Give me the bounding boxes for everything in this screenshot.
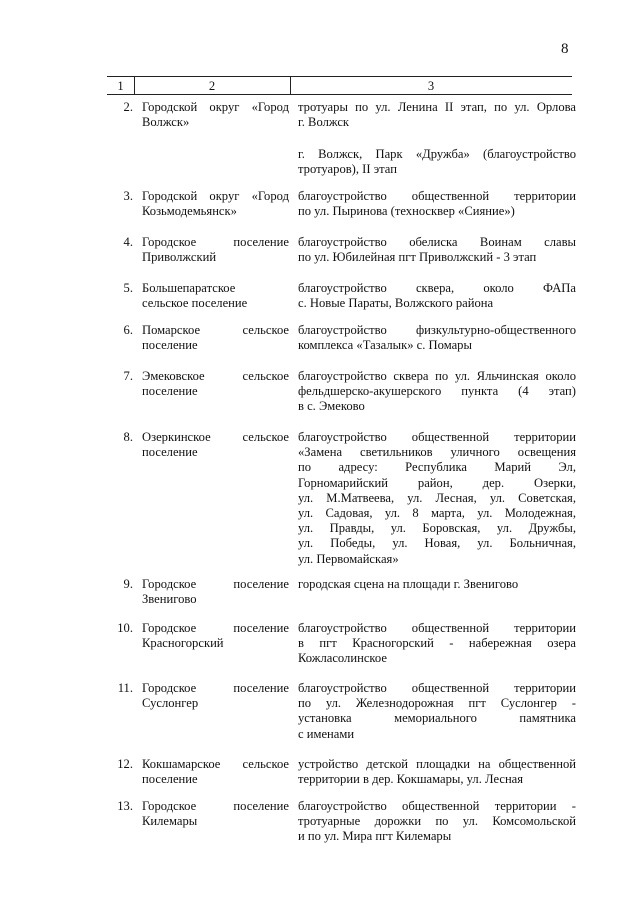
project-description-line: благоустройство обелиска Воинам славы bbox=[298, 235, 576, 249]
row-number: 12. bbox=[117, 757, 133, 771]
municipality-name bbox=[142, 189, 289, 219]
project-description bbox=[298, 757, 576, 787]
row-number: 6. bbox=[123, 323, 133, 337]
project-description-line: благоустройство общественной территории bbox=[298, 430, 576, 444]
municipality-name bbox=[142, 430, 289, 460]
row-number: 7. bbox=[123, 369, 133, 383]
municipality-name bbox=[142, 235, 289, 265]
row-number: 8. bbox=[123, 430, 133, 444]
project-description-line: тротуары по ул. Ленина II этап, по ул. Орлова bbox=[298, 100, 576, 114]
municipality-name bbox=[142, 621, 289, 651]
table-header bbox=[107, 76, 572, 95]
project-description-line: ул. Первомайская» bbox=[298, 551, 399, 566]
municipality-name bbox=[142, 323, 289, 353]
project-description-line: благоустройство общественной территории - bbox=[298, 799, 576, 813]
project-description bbox=[298, 681, 576, 742]
project-description-line: Кожласолинское bbox=[298, 651, 387, 666]
project-description bbox=[298, 621, 576, 667]
project-description-line: в пгт Красногорский - набережная озера bbox=[298, 636, 576, 651]
municipality-name-line: Помарское сельское bbox=[142, 323, 289, 337]
project-description-line: фельдшерско-акушерского пункта (4 этап) bbox=[298, 384, 576, 399]
project-description-line: комплекса «Тазалык» с. Помары bbox=[298, 338, 472, 353]
project-description-line: с именами bbox=[298, 726, 355, 741]
municipality-name-line: Городское поселение bbox=[142, 681, 289, 695]
project-description-line: ул. Победы, ул. Новая, ул. Больничная, bbox=[298, 536, 576, 551]
project-description-line: по ул. Железнодорожная пгт Суслонгер - bbox=[298, 696, 576, 711]
municipality-name-line: Городской округ «Город bbox=[142, 189, 289, 203]
municipality-name-line: Эмековское сельское bbox=[142, 369, 289, 383]
municipality-name-line: Килемары bbox=[142, 814, 198, 829]
project-description-line: установка мемориального памятника bbox=[298, 711, 576, 726]
municipality-name-line: Городской округ «Город bbox=[142, 100, 289, 114]
municipality-name-line: поселение bbox=[142, 445, 198, 460]
project-description-line: благоустройство общественной территории bbox=[298, 681, 576, 695]
municipality-name-line: поселение bbox=[142, 772, 198, 787]
municipality-name-line: поселение bbox=[142, 338, 198, 353]
municipality-name-line: Волжск» bbox=[142, 115, 190, 130]
project-description-line: устройство детской площадки на общественной bbox=[298, 757, 576, 771]
municipality-name-line: Приволжский bbox=[142, 250, 217, 265]
project-description-line: благоустройство общественной территории bbox=[298, 621, 576, 635]
row-number: 3. bbox=[123, 189, 133, 203]
row-number: 5. bbox=[123, 281, 133, 295]
project-description bbox=[298, 147, 576, 177]
project-description-line: по ул. Пыринова (техносквер «Сияние») bbox=[298, 204, 515, 219]
project-description-line: тротуаров), II этап bbox=[298, 162, 397, 177]
municipality-name bbox=[142, 369, 289, 399]
project-description-line: Горномарийский район, дер. Озерки, bbox=[298, 475, 576, 490]
project-description-line: благоустройство физкультурно-общественного bbox=[298, 323, 576, 337]
project-description bbox=[298, 577, 576, 592]
project-description-line: благоустройство сквера по ул. Яльчинская около bbox=[298, 369, 576, 383]
project-description-line: ул. Правды, ул. Боровская, ул. Дружбы, bbox=[298, 521, 576, 536]
row-number: 9. bbox=[123, 577, 133, 591]
header-col-3: 3 bbox=[427, 79, 435, 93]
project-description-line: благоустройство общественной территории bbox=[298, 189, 576, 203]
project-description-line: с. Новые Параты, Волжского района bbox=[298, 296, 494, 311]
project-description-line: ул. Садовая, ул. 8 марта, ул. Молодежная, bbox=[298, 506, 576, 521]
project-description bbox=[298, 100, 576, 130]
municipality-name-line: Звенигово bbox=[142, 592, 197, 607]
row-number: 13. bbox=[117, 799, 133, 813]
municipality-name bbox=[142, 577, 289, 607]
header-col-2: 2 bbox=[208, 79, 216, 93]
municipality-name-line: поселение bbox=[142, 384, 198, 399]
municipality-name-line: Козьмодемьянск» bbox=[142, 204, 237, 219]
project-description bbox=[298, 369, 576, 415]
project-description-line: и по ул. Мира пгт Килемары bbox=[298, 829, 452, 844]
project-description bbox=[298, 323, 576, 353]
header-col-1: 1 bbox=[117, 79, 124, 93]
row-number: 2. bbox=[123, 100, 133, 114]
municipality-name bbox=[142, 281, 289, 311]
municipality-name-line: Кокшамарское сельское bbox=[142, 757, 289, 771]
municipality-name-line: Городское поселение bbox=[142, 799, 289, 813]
project-description-line: ул. М.Матвеева, ул. Лесная, ул. Советская, bbox=[298, 490, 576, 505]
municipality-name bbox=[142, 757, 289, 787]
project-description-line: городская сцена на площади г. Звенигово bbox=[298, 577, 519, 591]
municipality-name-line: сельское поселение bbox=[142, 296, 248, 311]
project-description-line: территории в дер. Кокшамары, ул. Лесная bbox=[298, 772, 524, 787]
project-description bbox=[298, 189, 576, 219]
project-description-line: г. Волжск, Парк «Дружба» (благоустройство bbox=[298, 147, 576, 161]
project-description-line: г. Волжск bbox=[298, 115, 350, 130]
municipality-name-line: Городское поселение bbox=[142, 621, 289, 635]
municipality-name bbox=[142, 100, 289, 130]
project-description bbox=[298, 430, 576, 567]
municipality-name-line: Красногорский bbox=[142, 636, 224, 651]
municipality-name bbox=[142, 681, 289, 711]
project-description-line: по ул. Юбилейная пгт Приволжский - 3 этап bbox=[298, 250, 537, 265]
municipality-name-line: Большепаратское bbox=[142, 281, 236, 295]
project-description bbox=[298, 235, 576, 265]
municipality-name-line: Суслонгер bbox=[142, 696, 199, 711]
municipality-name-line: Озеркинское сельское bbox=[142, 430, 289, 444]
row-number: 4. bbox=[123, 235, 133, 249]
row-number: 11. bbox=[117, 681, 133, 695]
project-description-line: тротуарные дорожки по ул. Комсомольской bbox=[298, 814, 576, 829]
project-description-line: «Замена светильников уличного освещения bbox=[298, 445, 576, 460]
project-description-line: по адресу: Республика Марий Эл, bbox=[298, 460, 576, 475]
page-number: 8 bbox=[561, 41, 569, 57]
municipality-name-line: Городское поселение bbox=[142, 235, 289, 249]
project-description-line: в с. Эмеково bbox=[298, 399, 365, 414]
header-top-border bbox=[107, 76, 572, 77]
row-number: 10. bbox=[117, 621, 133, 635]
project-description-line: благоустройство сквера, около ФАПа bbox=[298, 281, 576, 295]
municipality-name-line: Городское поселение bbox=[142, 577, 289, 591]
municipality-name bbox=[142, 799, 289, 829]
project-description bbox=[298, 281, 576, 311]
project-description bbox=[298, 799, 576, 845]
